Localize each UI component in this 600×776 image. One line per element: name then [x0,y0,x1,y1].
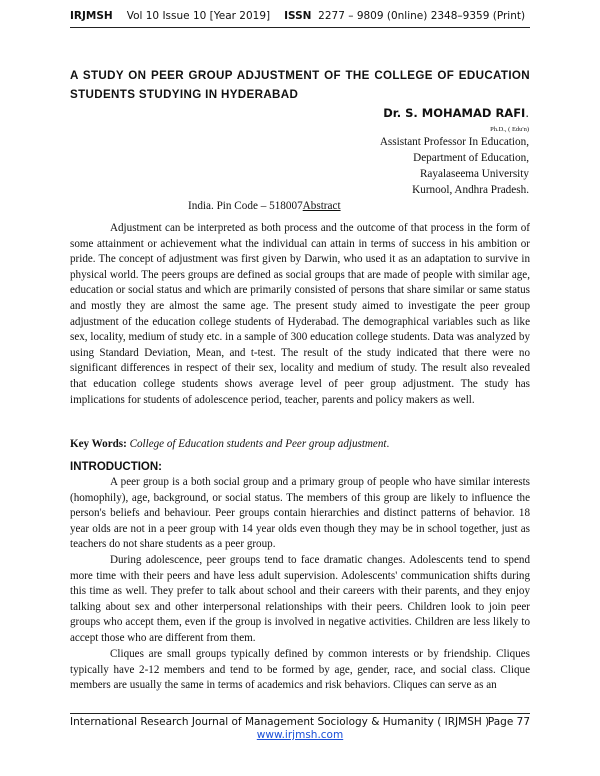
section-heading-introduction: INTRODUCTION: [70,461,162,473]
abstract-text: Adjustment can be interpreted as both process and the outcome of that process in the form of some attainment or achievement what the individual can attain in terms of success in his ambition or pride. The concept of adjustment was first given by Darwin, who used it as an adaptation to survive in physical world. The peers groups are defined as social groups that are made of people with similar age, education or social status and which are primarily consisted of persons that share similar or same status and mostly they are almost the same age. The present study aimed to investigate the peer group adjustment of the education college students of Hyderabad. The demographical variables such as like sex, locality, medium of study etc. in a sample of 300 education college students. Data was analyzed by using Standard Deviation, Mean, and t-test. The result of the study indicated that there were no significant differences in respect of their sex, locality and medium of study. The result also revealed that education college students shows average level of peer group adjustment. The study has implications for students of adolescence period, teacher, parents and policy makers as well. [70,222,530,406]
author-block [383,106,529,120]
footer-journal-name: International Research Journal of Management Sociology & Humanity ( IRJMSH ) [70,716,490,728]
pin-code: India. Pin Code – 518007 [188,200,303,212]
affiliation-line: Rayalaseema University [419,168,529,180]
paragraph: Cliques are small groups typically defined by common interests or by friendship. Cliques typically have 2-12 members and tend to be formed by age, gender, race, and social class. Clique members are usually the same in terms of academics and risk behaviors. Cliques can serve as an [70,648,530,692]
affiliation-line: Kurnool, Andhra Pradesh. [412,184,529,196]
author-name-suffix: . [525,106,529,120]
volume-info: Vol 10 Issue 10 [Year 2019] [126,10,271,22]
issn-label: ISSN [284,10,312,22]
keywords-end: . [386,438,390,450]
pin-code-line [188,200,341,212]
keywords-line [70,437,530,453]
keywords-label: Key Words: [70,438,127,450]
keywords-text: College of Education students and Peer group adjustment [129,438,387,450]
paper-title: A STUDY ON PEER GROUP ADJUSTMENT OF THE COLLEGE OF EDUCATION STUDENTS STUDYING IN HYDERABAD [70,69,530,101]
issn-values: 2277 – 9809 (0nline) 2348–9359 (Print) [318,10,526,22]
paragraph: During adolescence, peer groups tend to face dramatic changes. Adolescents tend to spend more time with their peers and have less adult supervision. Adolescents' communication shifts during this time as well. They prefer to talk about school and their careers with their parents, and they enjoy talking about sex and other interpersonal relationships with their peers. Children look to join peer groups who accept them, even if the group is involved in negative activities. Children are less likely to accept those who are different from them. [70,554,530,644]
running-header [70,10,530,22]
affiliation-line: Department of Education, [413,152,529,164]
header-rule [70,27,530,28]
author-name: Dr. S. MOHAMAD RAFI [383,106,526,120]
affiliation-line: Assistant Professor In Education, [379,136,529,148]
abstract-label: Abstract [302,200,341,212]
page-number: Page 77 [487,716,530,728]
author-degree: Ph.D., ( Edu'n) [490,126,529,133]
paragraph: A peer group is a both social group and a primary group of people who have similar interests (homophily), age, background, or social status. The members of this group are likely to influence the person's beliefs and behaviour. Peer groups contain hierarchies and distinct patterns of behavior. 18 year olds are not in a peer group with 14 year olds even though they may be in school together, just as teachers do not share students as a peer group. [70,476,530,551]
running-footer [70,716,530,728]
footer-rule [70,713,530,714]
website-link[interactable]: www.irjmsh.com [256,729,344,741]
journal-abbrev: IRJMSH [70,10,113,22]
